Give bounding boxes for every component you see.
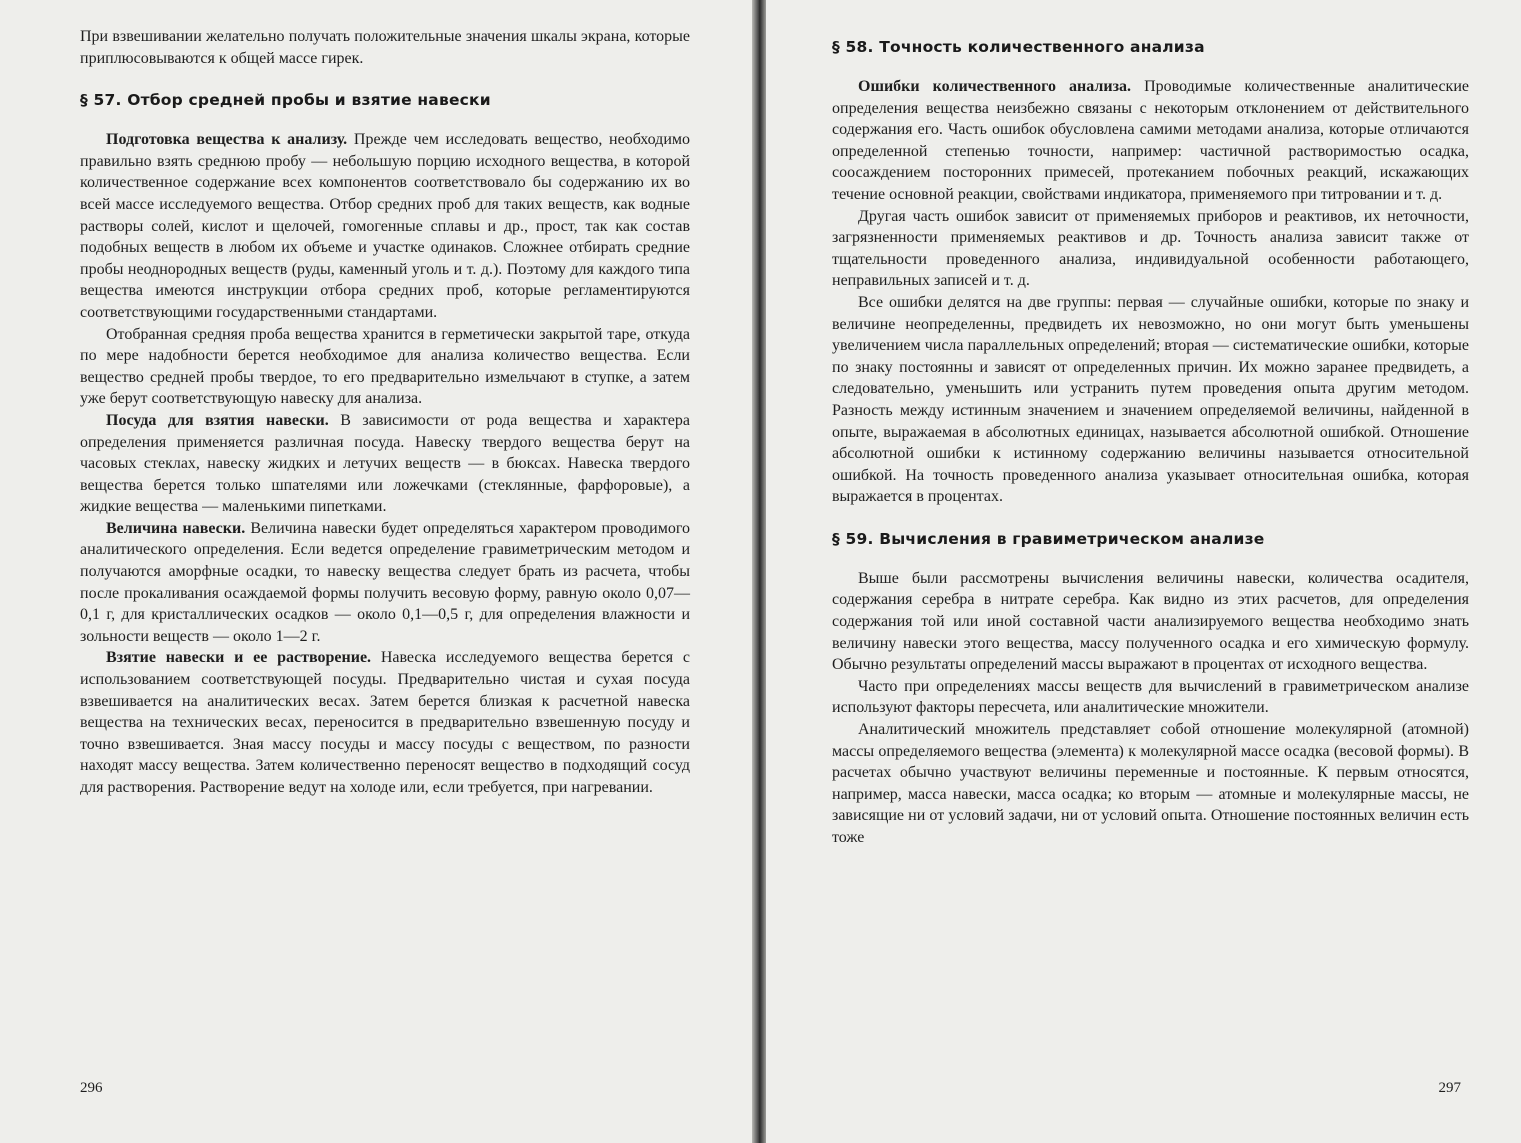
paragraph-text: Прежде чем исследовать вещество, необходимо правильно взять среднюю пробу — небольшую порцию исходного вещества, в которой количественное содержание всех компонентов соответствовало бы содержанию их во всей массе исследуемого вещества. Отбор средних проб для таких веществ, как водные растворы солей, кислот и щелочей, гомогенные сплавы и др., прост, так как состав подобных веществ в любом их объеме и участке одинаков. Сложнее отбирать средние пробы неоднородных веществ (руды, каменный уголь и т. д.). Поэтому для каждого типа вещества имеются инструкции отбора средних проб, которые регламентируются соответствующими государственными стандартами. — [80, 131, 691, 321]
book-gutter — [752, 0, 766, 1143]
paragraph: Выше были рассмотрены вычисления величины навески, количества осадителя, содержания серебра в нитрате серебра. Как видно из этих расчетов, для определения содержания той или иной составной части анализируемого вещества необходимо знать величину навески этого вещества, массу полученного осадка и его химическую формулу. Обычно результаты определений массы выражают в процентах от исходного вещества. — [832, 569, 1469, 674]
paragraph-lead: Величина навески. — [106, 519, 246, 537]
paragraph-continuation: При взвешивании желательно получать положительные значения шкалы экрана, которые приплюсовываются к общей массе гирек. — [80, 28, 690, 67]
paragraph-text: Величина навески будет определяться характером проводимого аналитического определения. Если ведется определение гравиметрическим методом и получаются аморфные осадки, то навеску вещества следует брать из расчета, чтобы после прокаливания осаждаемой формы получить весовую форму, равную около 0,07—0,1 г, для кристаллических осадков — около 0,1—0,5 г, для определения влажности и зольности веществ — около 1—2 г. — [80, 519, 690, 645]
section-59-title: § 59. Вычисления в гравиметрическом анализе — [832, 529, 1265, 548]
paragraph: Отобранная средняя проба вещества хранится в герметически закрытой таре, откуда по мере надобности берется необходимое для анализа количество вещества. Если вещество средней пробы твердое, то его предварительно измельчают в ступке, а затем уже берут соответствующую навеску для анализа. — [80, 325, 690, 408]
page-number: 297 — [1438, 1080, 1461, 1096]
paragraph-lead: Посуда для взятия навески. — [106, 411, 329, 429]
right-page — [766, 0, 1521, 1143]
paragraph — [80, 129, 690, 323]
left-page — [0, 0, 752, 1143]
paragraph: Другая часть ошибок зависит от применяемых приборов и реактивов, их неточности, загрязненности применяемых реактивов и др. Точность анализа зависит также от тщательности проведенного анализа, индивидуальной особенности работающего, неправильных записей и т. д. — [832, 207, 1469, 290]
page-number: 296 — [80, 1080, 103, 1096]
paragraph — [80, 647, 690, 798]
paragraph-lead: Взятие навески и ее растворение. — [106, 649, 372, 667]
paragraph-lead: Подготовка вещества к анализу. — [106, 131, 348, 149]
paragraph: Аналитический множитель представляет собой отношение молекулярной (атомной) массы определяемого вещества (элемента) к молекулярной массе осадка (весовой формы). В расчетах обычно участвуют величины переменные и постоянные. К первым относятся, например, масса навески, масса осадка; ко вторым — атомные и молекулярные массы, не зависящие ни от условий задачи, ни от условий опыта. Отношение постоянных величин есть тоже — [832, 721, 1469, 846]
paragraph — [80, 518, 690, 648]
paragraph: Все ошибки делятся на две группы: первая — случайные ошибки, которые по знаку и величине неопределенны, предвидеть их невозможно, но они могут быть уменьшены увеличением числа параллельных определений; вторая — систематические ошибки, которые по знаку постоянны и зависят от определенных причин. Их можно заранее предвидеть, а следовательно, уменьшить или устранить путем проведения опыта другим методом. Разность между истинным значением и значением определяемой величины, найденной в опыте, выражаемая в абсолютных единицах, называется абсолютной ошибкой. Отношение абсолютной ошибки к истинному содержанию величины называется относительной ошибкой. На точность проведенного анализа указывает относительная ошибка, которая выражается в процентах. — [832, 293, 1469, 506]
paragraph-text: Навеска исследуемого вещества берется с использованием соответствующей посуды. Предварительно чистая и сухая посуда взвешивается на аналитических весах. Затем берется близкая к расчетной навеска вещества на технических весах, переносится в предварительно взвешенную посуду и точно взвешивается. Зная массу посуды и массу посуды с веществом, по разности находят массу вещества. Затем количественно переносят вещество в подходящий сосуд для растворения. Растворение ведут на холоде или, если требуется, при нагревании. — [80, 649, 690, 796]
paragraph-text: Проводимые количественные аналитические определения вещества неизбежно связаны с некоторым отклонением от действительного содержания его. Часть ошибок обусловлена самими методами анализа, которые отличаются определенной степенью точности, например: частичной растворимостью осадка, соосаждением посторонних примесей, протеканием побочных реакций, искажающих течение основной реакции, свойствами индикатора, применяемого при титровании и т. д. — [832, 78, 1469, 203]
paragraph: Часто при определениях массы веществ для вычислений в гравиметрическом анализе используют факторы пересчета, или аналитические множители. — [832, 677, 1469, 717]
section-58-title: § 58. Точность количественного анализа — [832, 38, 1205, 56]
section-57-title: § 57. Отбор средней пробы и взятие навески — [80, 91, 491, 110]
paragraph-lead: Ошибки количественного анализа. — [858, 78, 1132, 95]
paragraph — [832, 76, 1469, 206]
paragraph-text: В зависимости от рода вещества и характера определения применяется различная посуда. Навеску твердого вещества берут на часовых стеклах, навеску жидких и летучих веществ — в бюксах. Навеска твердого вещества берется только шпателями или ложечками (стеклянные, фарфоровые), а жидкие вещества — маленькими пипетками. — [80, 411, 690, 516]
paragraph — [80, 410, 690, 518]
